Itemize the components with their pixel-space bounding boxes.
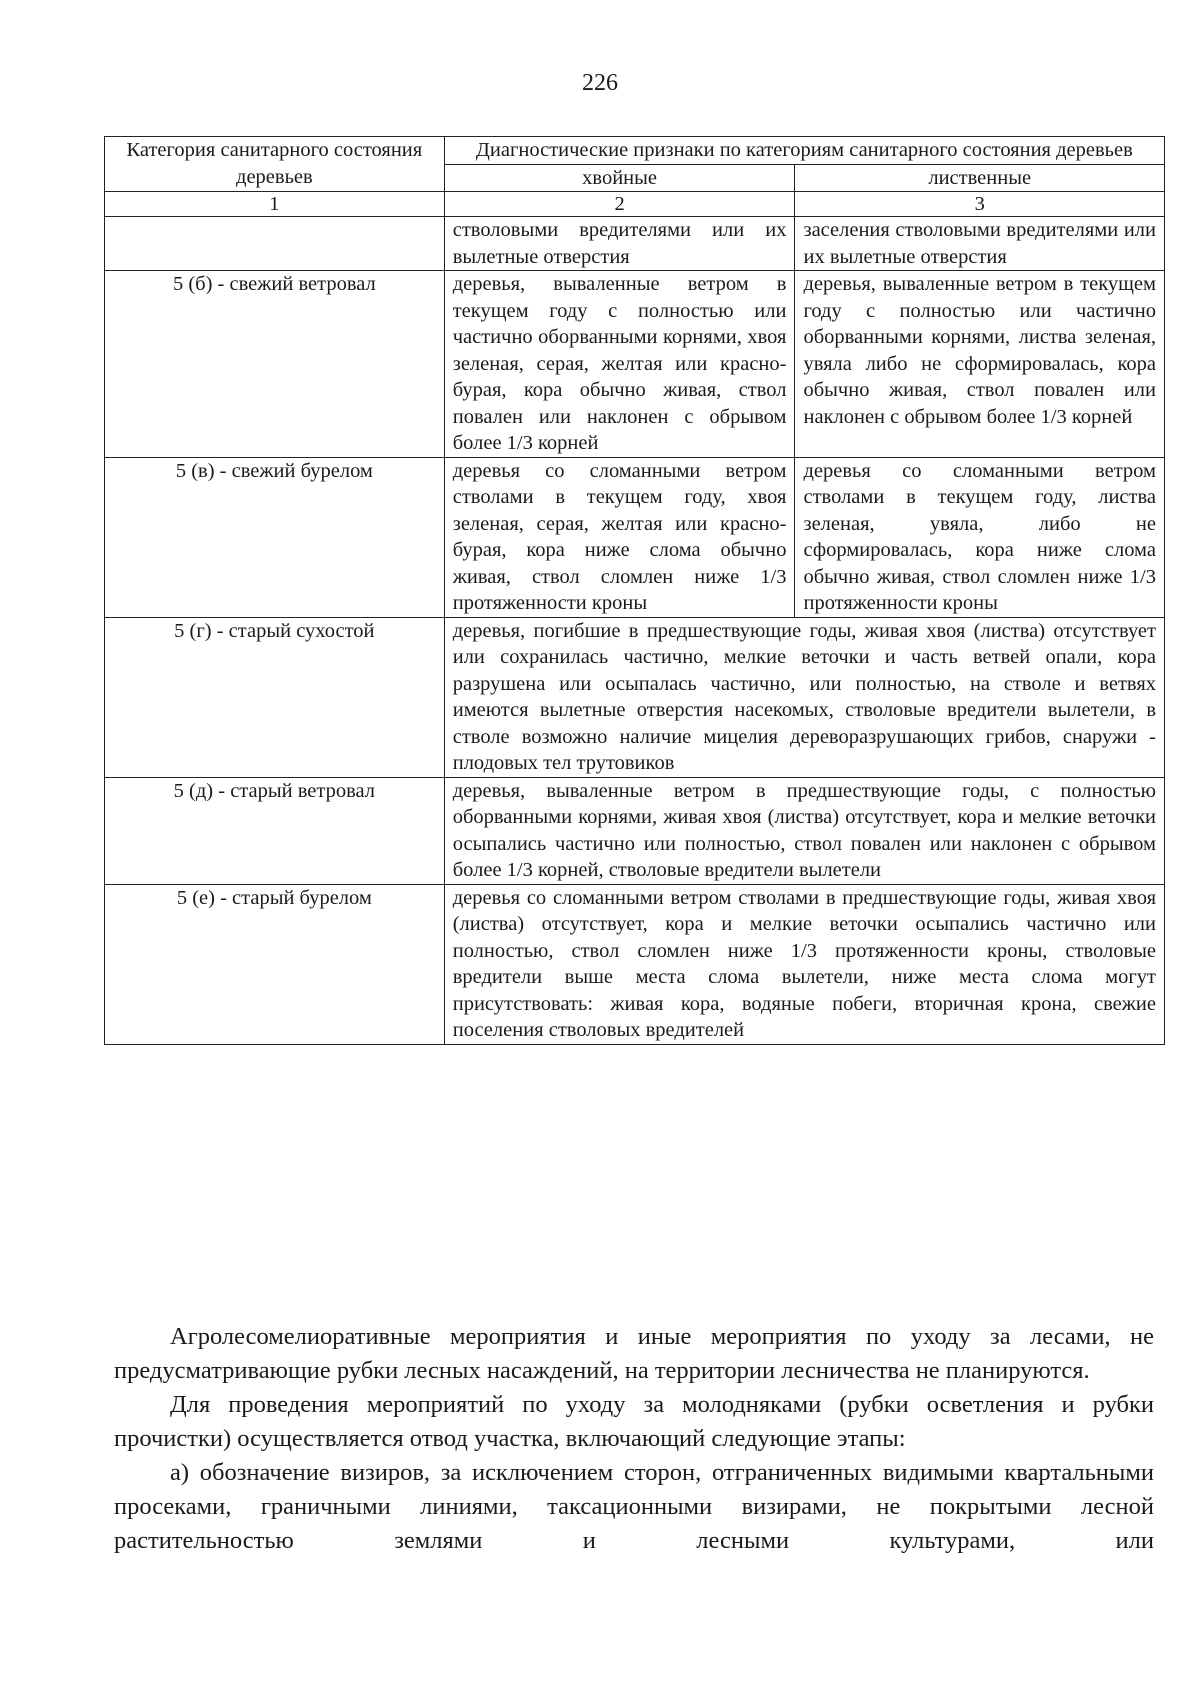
row-conifers: деревья со сломанными ветром стволами в текущем году, хвоя зеленая, серая, желтая или красно-бурая, кора ниже слома обычно живая, ствол сломлен ниже 1/3 протяженности кроны (444, 457, 795, 617)
row-category: 5 (д) - старый ветровал (105, 777, 445, 884)
row-deciduous: деревья со сломанными ветром стволами в текущем году, листва зеленая, увяла, либо не сформировалась, кора ниже слома обычно живая, ствол сломлен ниже 1/3 протяженности кроны (795, 457, 1165, 617)
row-category: 5 (г) - старый сухостой (105, 617, 445, 777)
table-row (105, 457, 1165, 617)
table-header-row (105, 137, 1165, 165)
header-conifers: хвойные (444, 165, 795, 192)
column-number: 3 (795, 192, 1165, 217)
paragraph: а) обозначение визиров, за исключением сторон, отграниченных видимыми квартальными просеками, граничными линиями, таксационными визирами, не покрытыми лесной растительностью землями и лесными культурами, или (114, 1459, 1154, 1554)
table-row (105, 777, 1165, 884)
column-number-row (105, 192, 1165, 217)
column-number: 2 (444, 192, 795, 217)
body-text (114, 1320, 1154, 1558)
row-deciduous: заселения стволовыми вредителями или их вылетные отверстия (795, 217, 1165, 271)
header-deciduous: лиственные (795, 165, 1165, 192)
table-row (105, 884, 1165, 1044)
header-diagnostic: Диагностические признаки по категориям санитарного состояния деревьев (444, 137, 1164, 165)
row-category: 5 (в) - свежий бурелом (105, 457, 445, 617)
row-conifers: деревья, вываленные ветром в текущем году с полностью или частично оборванными корнями, хвоя зеленая, серая, желтая или красно-бурая, кора обычно живая, ствол повален или наклонен с обрывом более 1/3 корней (444, 271, 795, 458)
row-description: деревья, погибшие в предшествующие годы, живая хвоя (листва) отсутствует или сохранилась частично, мелкие веточки и часть ветвей опали, кора разрушена или осыпалась частично, или полностью, на стволе и ветвях имеются вылетные отверстия насекомых, стволовые вредители вылетели, в стволе возможно наличие мицелия дереворазрушающих грибов, снаружи - плодовых тел трутовиков (444, 617, 1164, 777)
paragraph: Для проведения мероприятий по уходу за молодняками (рубки осветления и рубки прочистки) осуществляется отвод участка, включающий следующие этапы: (114, 1391, 1154, 1452)
header-category: Категория санитарного состояния деревьев (105, 137, 445, 192)
table-row (105, 617, 1165, 777)
page-number: 226 (582, 70, 618, 96)
row-category: 5 (б) - свежий ветровал (105, 271, 445, 458)
table-row (105, 271, 1165, 458)
column-number: 1 (105, 192, 445, 217)
row-description: деревья со сломанными ветром стволами в предшествующие годы, живая хвоя (листва) отсутствует, кора и мелкие веточки осыпались частично или полностью, ствол сломлен ниже 1/3 протяженности кроны, стволовые вредители выше места слома вылетели, ниже места слома могут присутствовать: живая кора, водяные побеги, вторичная крона, свежие поселения стволовых вредителей (444, 884, 1164, 1044)
table-row (105, 217, 1165, 271)
row-category (105, 217, 445, 271)
sanitary-condition-table (104, 136, 1165, 1045)
paragraph: Агролесомелиоративные мероприятия и иные мероприятия по уходу за лесами, не предусматривающие рубки лесных насаждений, на территории лесничества не планируются. (114, 1323, 1154, 1384)
row-description: деревья, вываленные ветром в предшествующие годы, с полностью оборванными корнями, живая хвоя (листва) отсутствует, кора и мелкие веточки осыпались частично или полностью, ствол повален или наклонен с обрывом более 1/3 корней, стволовые вредители вылетели (444, 777, 1164, 884)
row-category: 5 (е) - старый бурелом (105, 884, 445, 1044)
row-conifers: стволовыми вредителями или их вылетные отверстия (444, 217, 795, 271)
row-deciduous: деревья, вываленные ветром в текущем году с полностью или частично оборванными корнями, листва зеленая, увяла либо не сформировалась, кора обычно живая, ствол повален или наклонен с обрывом более 1/3 корней (795, 271, 1165, 458)
